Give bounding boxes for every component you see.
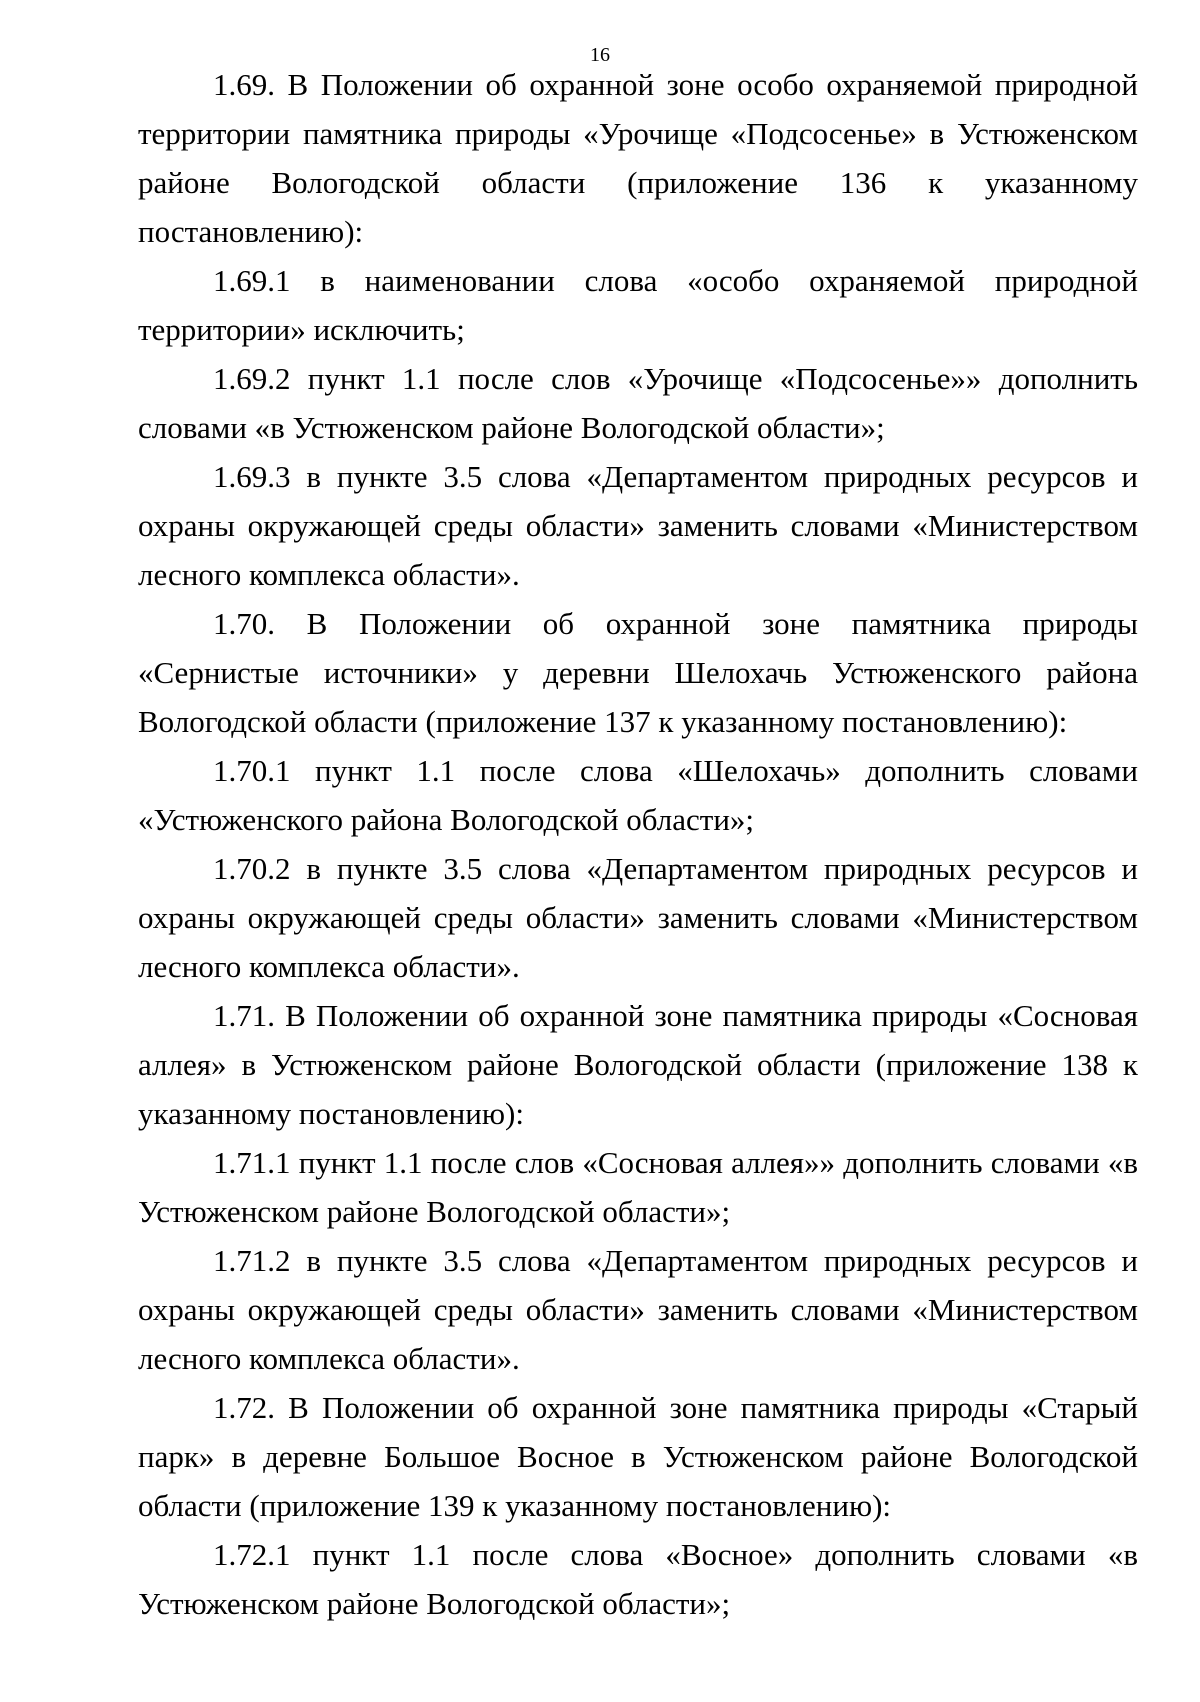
- paragraph-1-71-2: 1.71.2 в пункте 3.5 слова «Департаментом природных ресурсов и охраны окружающей среды области» заменить словами «Министерством лесного комплекса области».: [138, 1243, 1138, 1376]
- paragraph-1-71: 1.71. В Положении об охранной зоне памятника природы «Сосновая аллея» в Устюженском районе Вологодской области (приложение 138 к указанному постановлению):: [138, 998, 1138, 1131]
- document-body: [138, 60, 1138, 1628]
- paragraph-1-70-2: 1.70.2 в пункте 3.5 слова «Департаментом природных ресурсов и охраны окружающей среды области» заменить словами «Министерством лесного комплекса области».: [138, 851, 1138, 984]
- paragraph-1-72-1: 1.72.1 пункт 1.1 после слова «Восное» дополнить словами «в Устюженском районе Вологодской области»;: [138, 1537, 1138, 1621]
- paragraph-1-69-1: 1.69.1 в наименовании слова «особо охраняемой природной территории» исключить;: [138, 263, 1138, 347]
- paragraph-1-72: 1.72. В Положении об охранной зоне памятника природы «Старый парк» в деревне Большое Восное в Устюженском районе Вологодской области (приложение 139 к указанному постановлению):: [138, 1390, 1138, 1523]
- paragraph-1-71-1: 1.71.1 пункт 1.1 после слов «Сосновая аллея»» дополнить словами «в Устюженском районе Вологодской области»;: [138, 1145, 1138, 1229]
- paragraph-1-69-2: 1.69.2 пункт 1.1 после слов «Урочище «Подсосенье»» дополнить словами «в Устюженском районе Вологодской области»;: [138, 361, 1138, 445]
- paragraph-1-69-3: 1.69.3 в пункте 3.5 слова «Департаментом природных ресурсов и охраны окружающей среды области» заменить словами «Министерством лесного комплекса области».: [138, 459, 1138, 592]
- paragraph-1-70: 1.70. В Положении об охранной зоне памятника природы «Сернистые источники» у деревни Шелохачь Устюженского района Вологодской области (приложение 137 к указанному постановлению):: [138, 606, 1138, 739]
- page-number: 16: [590, 44, 610, 66]
- paragraph-1-70-1: 1.70.1 пункт 1.1 после слова «Шелохачь» дополнить словами «Устюженского района Вологодской области»;: [138, 753, 1138, 837]
- paragraph-1-69: 1.69. В Положении об охранной зоне особо охраняемой природной территории памятника природы «Урочище «Подсосенье» в Устюженском районе Вологодской области (приложение 136 к указанному постановлению):: [138, 67, 1138, 249]
